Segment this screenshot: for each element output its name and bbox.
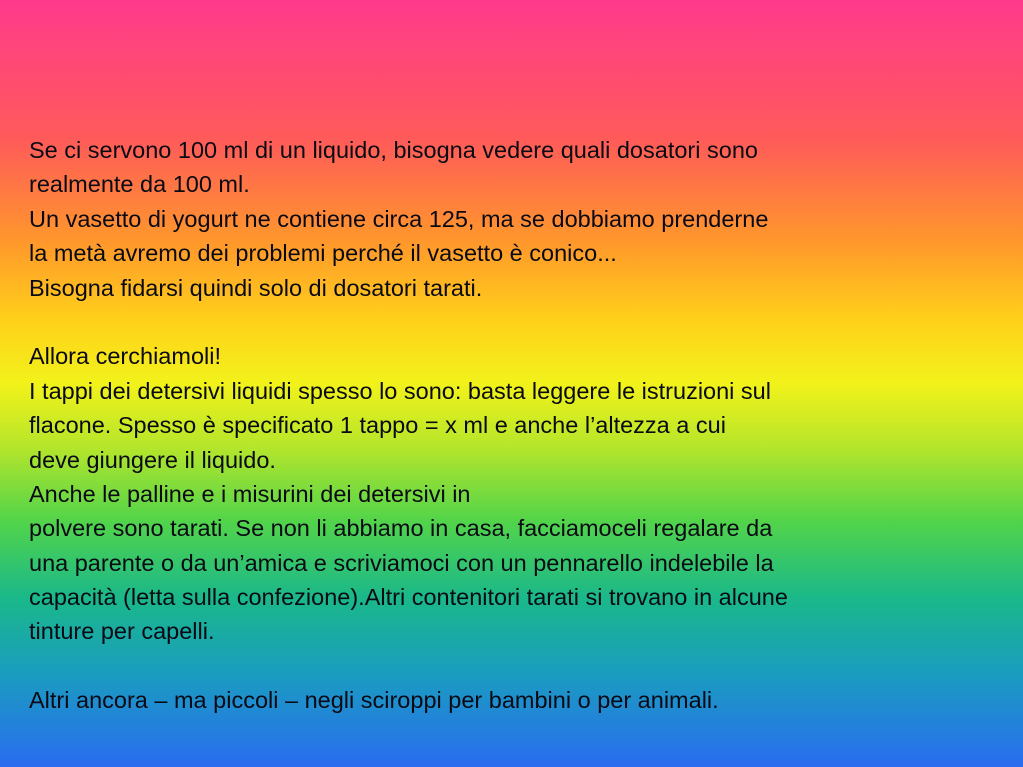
text-line: Se ci servono 100 ml di un liquido, bisogna vedere quali dosatori sono xyxy=(29,137,758,163)
slide-body-text xyxy=(29,133,1019,718)
text-line: capacità (letta sulla confezione).Altri contenitori tarati si trovano in alcune xyxy=(29,584,788,611)
text-line: deve giungere il liquido. xyxy=(29,446,276,473)
text-line: Un vasetto di yogurt ne contiene circa 125, ma se dobbiamo prenderne xyxy=(29,205,769,232)
text-line: Altri ancora – ma piccoli – negli sciroppi per bambini o per animali. xyxy=(29,687,719,714)
text-line: realmente da 100 ml. xyxy=(29,171,250,198)
text-line: polvere sono tarati. Se non li abbiamo in casa, facciamoceli regalare da xyxy=(29,515,773,542)
blank-line xyxy=(29,305,1019,339)
text-line: Allora cerchiamoli! xyxy=(29,343,221,370)
text-line: la metà avremo dei problemi perché il vasetto è conico... xyxy=(29,240,617,267)
text-line: tinture per capelli. xyxy=(29,618,215,645)
text-line: flacone. Spesso è specificato 1 tappo = x ml e anche l’altezza a cui xyxy=(29,412,726,439)
text-line: I tappi dei detersivi liquidi spesso lo sono: basta leggere le istruzioni sul xyxy=(29,377,771,404)
text-line: una parente o da un’amica e scriviamoci con un pennarello indelebile la xyxy=(29,549,774,576)
text-line: Anche le palline e i misurini dei detersivi in xyxy=(29,480,471,507)
blank-line xyxy=(29,649,1019,683)
text-line: Bisogna fidarsi quindi solo di dosatori tarati. xyxy=(29,274,483,301)
